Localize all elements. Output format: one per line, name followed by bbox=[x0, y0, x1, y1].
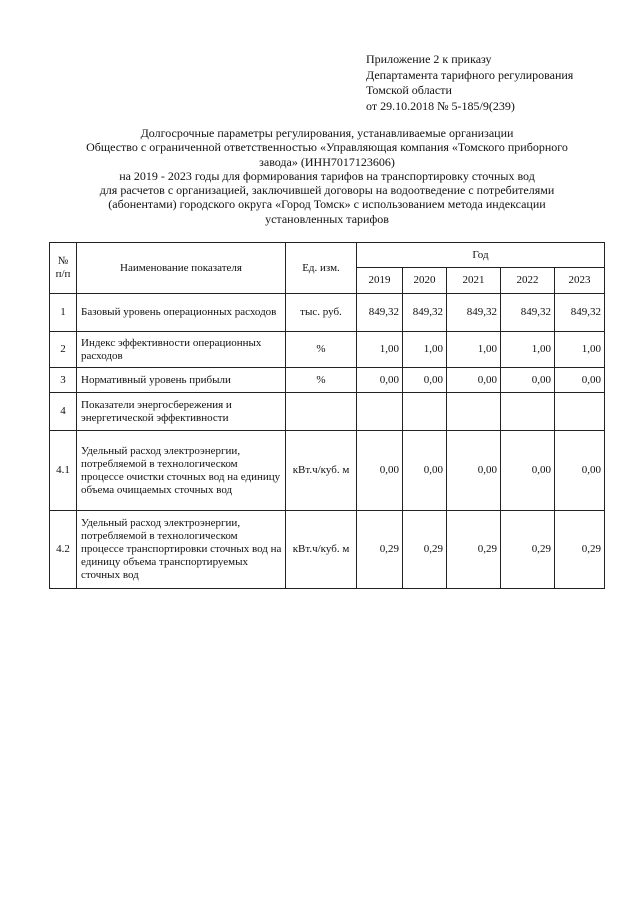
table-row bbox=[50, 368, 605, 393]
value-cell: 0,00 bbox=[501, 431, 555, 511]
unit-cell: тыс. руб. bbox=[286, 294, 357, 332]
regulation-parameters-table bbox=[49, 242, 605, 589]
value-cell bbox=[501, 393, 555, 431]
title-line: завода» (ИНН7017123606) bbox=[259, 154, 395, 169]
year-header: 2020 bbox=[403, 268, 447, 294]
order-reference-block bbox=[366, 52, 573, 114]
header-line-order-date: от 29.10.2018 № 5-185/9(239) bbox=[366, 98, 515, 113]
year-header: 2022 bbox=[501, 268, 555, 294]
value-cell: 0,00 bbox=[357, 431, 403, 511]
title-line: на 2019 - 2023 годы для формирования тарифов на транспортировку сточных вод bbox=[119, 168, 535, 183]
table-row bbox=[50, 332, 605, 368]
value-cell: 1,00 bbox=[555, 332, 605, 368]
value-cell: 1,00 bbox=[501, 332, 555, 368]
value-cell: 849,32 bbox=[403, 294, 447, 332]
value-cell: 1,00 bbox=[403, 332, 447, 368]
row-number: 3 bbox=[50, 368, 77, 393]
column-header-number: № п/п bbox=[50, 243, 77, 294]
table-row bbox=[50, 294, 605, 332]
value-cell bbox=[447, 393, 501, 431]
row-number: 1 bbox=[50, 294, 77, 332]
header-line-region: Томской области bbox=[366, 83, 452, 97]
year-header: 2021 bbox=[447, 268, 501, 294]
indicator-name: Удельный расход электроэнергии, потребляемой в технологическом процессе очистки сточных вод на единицу объема очищаемых сточных вод bbox=[77, 431, 286, 511]
value-cell: 0,00 bbox=[555, 368, 605, 393]
row-number: 2 bbox=[50, 332, 77, 368]
value-cell: 0,00 bbox=[357, 368, 403, 393]
column-header-indicator-name: Наименование показателя bbox=[77, 243, 286, 294]
unit-cell: % bbox=[286, 332, 357, 368]
title-line: Общество с ограниченной ответственностью «Управляющая компания «Томского приборного bbox=[86, 140, 568, 155]
document-title bbox=[30, 126, 624, 226]
indicator-name: Базовый уровень операционных расходов bbox=[77, 294, 286, 332]
column-header-year: Год bbox=[357, 243, 605, 268]
value-cell: 0,29 bbox=[447, 511, 501, 589]
unit-cell: кВт.ч/куб. м bbox=[286, 511, 357, 589]
table-row bbox=[50, 431, 605, 511]
value-cell bbox=[555, 393, 605, 431]
value-cell: 1,00 bbox=[447, 332, 501, 368]
value-cell: 0,29 bbox=[555, 511, 605, 589]
value-cell: 0,29 bbox=[357, 511, 403, 589]
value-cell: 0,29 bbox=[403, 511, 447, 589]
column-header-unit: Ед. изм. bbox=[286, 243, 357, 294]
value-cell bbox=[403, 393, 447, 431]
value-cell: 849,32 bbox=[447, 294, 501, 332]
unit-cell: % bbox=[286, 368, 357, 393]
row-number: 4.2 bbox=[50, 511, 77, 589]
value-cell: 0,00 bbox=[501, 368, 555, 393]
title-line: для расчетов с организацией, заключившей договоры на водоотведение с потребителями bbox=[99, 183, 555, 198]
header-line-department: Департамента тарифного регулирования bbox=[366, 67, 574, 82]
unit-cell: кВт.ч/куб. м bbox=[286, 431, 357, 511]
value-cell bbox=[357, 393, 403, 431]
value-cell: 0,00 bbox=[447, 431, 501, 511]
table-row bbox=[50, 393, 605, 431]
unit-cell bbox=[286, 393, 357, 431]
title-line: установленных тарифов bbox=[265, 211, 389, 226]
indicator-name: Показатели энергосбережения и энергетической эффективности bbox=[77, 393, 286, 431]
value-cell: 0,00 bbox=[403, 368, 447, 393]
value-cell: 849,32 bbox=[555, 294, 605, 332]
indicator-name: Индекс эффективности операционных расходов bbox=[77, 332, 286, 368]
year-header: 2019 bbox=[357, 268, 403, 294]
value-cell: 0,00 bbox=[447, 368, 501, 393]
title-line: (абонентами) городского округа «Город Томск» с использованием метода индексации bbox=[108, 197, 546, 212]
year-header: 2023 bbox=[555, 268, 605, 294]
value-cell: 849,32 bbox=[357, 294, 403, 332]
value-cell: 0,00 bbox=[555, 431, 605, 511]
row-number: 4 bbox=[50, 393, 77, 431]
table-row bbox=[50, 511, 605, 589]
value-cell: 0,29 bbox=[501, 511, 555, 589]
indicator-name: Удельный расход электроэнергии, потребляемой в технологическом процессе транспортировки сточных вод на единицу объема транспортируемых сточных вод bbox=[77, 511, 286, 589]
header-line-appendix: Приложение 2 к приказу bbox=[366, 52, 492, 66]
title-line: Долгосрочные параметры регулирования, устанавливаемые организации bbox=[140, 126, 514, 140]
indicator-name: Нормативный уровень прибыли bbox=[77, 368, 286, 393]
row-number: 4.1 bbox=[50, 431, 77, 511]
value-cell: 0,00 bbox=[403, 431, 447, 511]
value-cell: 849,32 bbox=[501, 294, 555, 332]
value-cell: 1,00 bbox=[357, 332, 403, 368]
